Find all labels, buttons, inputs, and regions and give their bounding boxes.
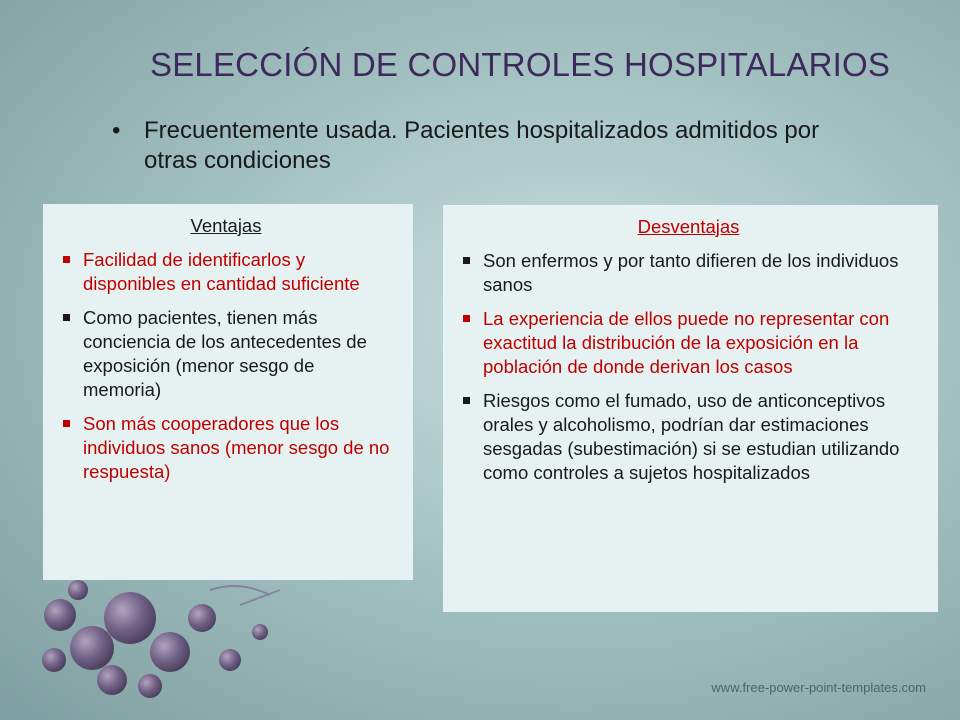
intro-bullet [112, 116, 832, 176]
square-bullet-icon [463, 397, 470, 404]
ventajas-heading: Ventajas [190, 215, 262, 236]
desventajas-item-text: Son enfermos y por tanto difieren de los individuos sanos [483, 250, 899, 295]
desventajas-panel [443, 205, 938, 612]
ventajas-panel [43, 204, 413, 580]
ventajas-item-text: Como pacientes, tienen más conciencia de los antecedentes de exposición (menor sesgo de memoria) [83, 307, 367, 400]
desventajas-item-text: La experiencia de ellos puede no representar con exactitud la distribución de la exposición en la población de donde derivan los casos [483, 308, 890, 377]
slide-title: SELECCIÓN DE CONTROLES HOSPITALARIOS [150, 46, 891, 83]
desventajas-item [457, 307, 920, 379]
square-bullet-icon [63, 420, 70, 427]
ventajas-item-text: Son más cooperadores que los individuos sanos (menor sesgo de no respuesta) [83, 413, 390, 482]
ventajas-item [57, 412, 395, 484]
desventajas-item-text: Riesgos como el fumado, uso de anticonceptivos orales y alcoholismo, podrían dar estimaciones sesgadas (subestimación) si se estudian utilizando como controles a sujetos hospitalizados [483, 390, 900, 483]
intro-text: Frecuentemente usada. Pacientes hospitalizados admitidos por otras condiciones [144, 117, 820, 174]
ventajas-item-text: Facilidad de identificarlos y disponibles en cantidad suficiente [83, 249, 360, 294]
footer-url: www.free-power-point-templates.com [711, 680, 926, 695]
square-bullet-icon [463, 257, 470, 264]
desventajas-heading: Desventajas [637, 216, 740, 237]
ventajas-item [57, 248, 395, 296]
square-bullet-icon [63, 314, 70, 321]
desventajas-item [457, 249, 920, 297]
desventajas-item [457, 389, 920, 485]
ventajas-item [57, 306, 395, 402]
square-bullet-icon [463, 315, 470, 322]
square-bullet-icon [63, 256, 70, 263]
bullet-dot-icon: • [112, 117, 121, 144]
